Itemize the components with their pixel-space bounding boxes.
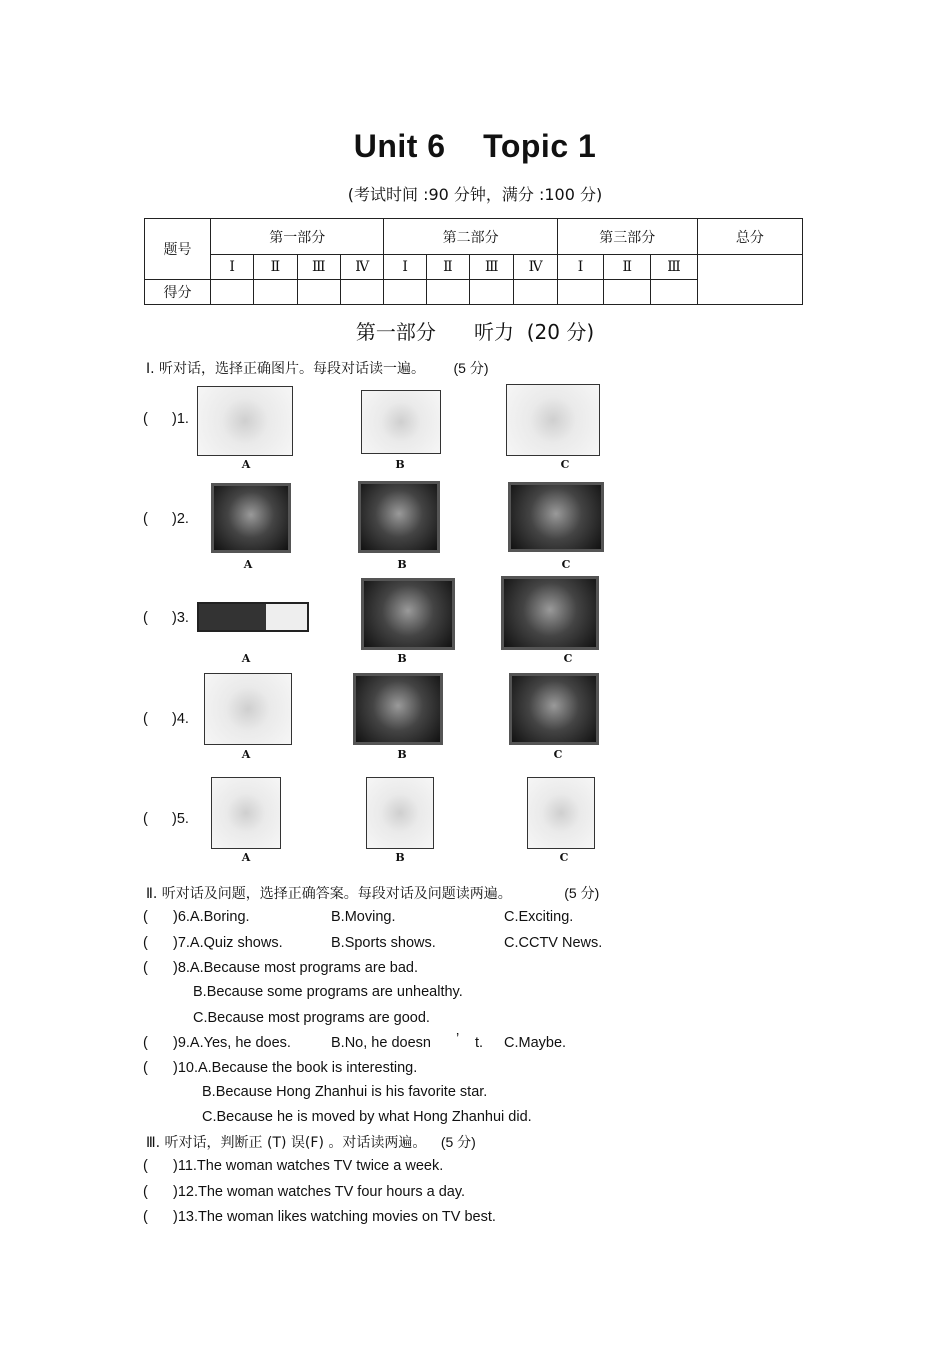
zodiac-lion-image <box>508 482 604 552</box>
score-cell[interactable] <box>470 280 514 305</box>
answer-bracket[interactable]: ( <box>143 1158 148 1174</box>
question-12: ( )12.The woman watches TV four hours a day. <box>143 1184 466 1200</box>
option-letter: C <box>561 558 571 571</box>
sub-col: Ⅱ <box>426 255 469 280</box>
score-cell[interactable] <box>254 280 297 305</box>
answer-bracket[interactable]: ( <box>143 1184 148 1200</box>
sub-col: Ⅲ <box>651 255 697 280</box>
option-letter: C <box>563 652 573 665</box>
option-letter: B <box>395 458 405 471</box>
animal-chase-image <box>353 673 443 745</box>
option-letter: B <box>395 851 405 864</box>
picture-question-1[interactable]: ( )1. <box>143 411 189 427</box>
row-label-number: 题号 <box>145 219 211 280</box>
section-1-instruction: Ⅰ. 听对话，选择正确图片。每段对话读一遍。 (5 分) <box>146 360 489 377</box>
q6-option-b: B.Moving. <box>331 909 396 925</box>
part-header-3: 第三部分 <box>557 219 697 255</box>
girl-at-computer-image <box>506 384 600 456</box>
q7-option-c: C.CCTV News. <box>504 935 603 951</box>
exam-info: (考试时间 :90 分钟，满分 :100 分) <box>347 185 603 204</box>
section-2-instruction: Ⅱ. 听对话及问题，选择正确答案。每段对话及问题读两遍。 (5 分) <box>146 885 600 902</box>
question-11: ( )11.The woman watches TV twice a week. <box>143 1158 444 1174</box>
picture-question-2[interactable]: ( )2. <box>143 511 189 527</box>
answer-bracket[interactable]: ( <box>143 909 148 925</box>
picture-question-5[interactable]: ( )5. <box>143 811 189 827</box>
page-title: Unit 6 Topic 1 <box>353 128 597 164</box>
sub-col: Ⅲ <box>470 255 514 280</box>
sub-col: Ⅲ <box>297 255 340 280</box>
section-3-instruction: Ⅲ. 听对话，判断正 (T) 误(F) 。对话读两遍。 (5 分) <box>146 1134 476 1151</box>
sub-col: Ⅰ <box>210 255 253 280</box>
option-letter: A <box>241 652 251 665</box>
part-header-2: 第二部分 <box>384 219 557 255</box>
score-cell[interactable] <box>514 280 557 305</box>
q10-option-b: B.Because Hong Zhanhui is his favorite star. <box>202 1084 488 1100</box>
sub-col: Ⅱ <box>254 255 297 280</box>
option-letter: C <box>559 851 569 864</box>
q9-option-c: C.Maybe. <box>504 1035 567 1051</box>
option-letter: B <box>397 558 407 571</box>
score-cell[interactable] <box>341 280 384 305</box>
sub-col: Ⅰ <box>384 255 426 280</box>
question-13: ( )13.The woman likes watching movies on TV best. <box>143 1209 496 1225</box>
cinema-screen-image <box>361 390 441 454</box>
answer-bracket[interactable]: ( <box>143 1060 148 1076</box>
q10-option-c: C.Because he is moved by what Hong Zhanhui did. <box>202 1109 532 1125</box>
score-cell[interactable] <box>651 280 697 305</box>
sub-col: Ⅰ <box>557 255 603 280</box>
answer-bracket[interactable]: ( <box>143 960 148 976</box>
score-cell[interactable] <box>557 280 603 305</box>
score-cell[interactable] <box>426 280 469 305</box>
total-score-cell[interactable] <box>697 255 802 305</box>
option-letter: B <box>397 748 407 761</box>
option-letter: A <box>243 558 253 571</box>
option-letter: A <box>241 748 251 761</box>
sub-col: Ⅳ <box>341 255 384 280</box>
score-cell[interactable] <box>384 280 426 305</box>
total-header: 总分 <box>697 219 802 255</box>
q9-apostrophe: ’ <box>456 1031 460 1047</box>
zodiac-crab-image <box>211 483 291 553</box>
answer-bracket[interactable]: ( <box>143 935 148 951</box>
option-letter: C <box>553 748 563 761</box>
picture-question-3[interactable]: ( )3. <box>143 610 189 626</box>
question-10: ( )10.A.Because the book is interesting. <box>143 1060 418 1076</box>
option-letter: B <box>397 652 407 665</box>
option-letter: C <box>560 458 570 471</box>
part-one-heading: 第一部分 听力 (20 分) <box>355 320 595 344</box>
basketball-tv-image <box>361 578 455 650</box>
wedding-couple-image <box>527 777 595 849</box>
score-cell[interactable] <box>210 280 253 305</box>
science-program-tv-image <box>509 673 599 745</box>
sub-col: Ⅳ <box>514 255 557 280</box>
basketball-kids-image <box>204 673 292 745</box>
variety-show-tv-image <box>501 576 599 650</box>
score-cell[interactable] <box>604 280 651 305</box>
part-header-1: 第一部分 <box>210 219 383 255</box>
q8-option-b: B.Because some programs are unhealthy. <box>193 984 463 1000</box>
cctv-news-logo-image <box>197 602 309 632</box>
question-7: ( )7.A.Quiz shows. <box>143 935 283 951</box>
answer-bracket[interactable]: ( <box>143 1209 148 1225</box>
option-letter: A <box>241 458 251 471</box>
score-cell[interactable] <box>297 280 340 305</box>
sub-col: Ⅱ <box>604 255 651 280</box>
question-6: ( )6.A.Boring. <box>143 909 250 925</box>
tv-and-girl-image <box>197 386 293 456</box>
q9-option-b: B.No, he doesn <box>331 1035 431 1051</box>
row-label-score: 得分 <box>145 280 211 305</box>
zodiac-scorpion-image <box>358 481 440 553</box>
question-8: ( )8.A.Because most programs are bad. <box>143 960 419 976</box>
answer-bracket[interactable]: ( <box>143 1035 148 1051</box>
two-kids-playing-image <box>211 777 281 849</box>
q6-option-c: C.Exciting. <box>504 909 574 925</box>
picture-question-4[interactable]: ( )4. <box>143 711 189 727</box>
couple-walking-image <box>366 777 434 849</box>
score-table <box>144 218 803 305</box>
q7-option-b: B.Sports shows. <box>331 935 436 951</box>
q8-option-c: C.Because most programs are good. <box>193 1010 430 1026</box>
option-letter: A <box>241 851 251 864</box>
question-9: ( )9.A.Yes, he does. <box>143 1035 291 1051</box>
q9-option-b-end: t. <box>475 1035 484 1051</box>
